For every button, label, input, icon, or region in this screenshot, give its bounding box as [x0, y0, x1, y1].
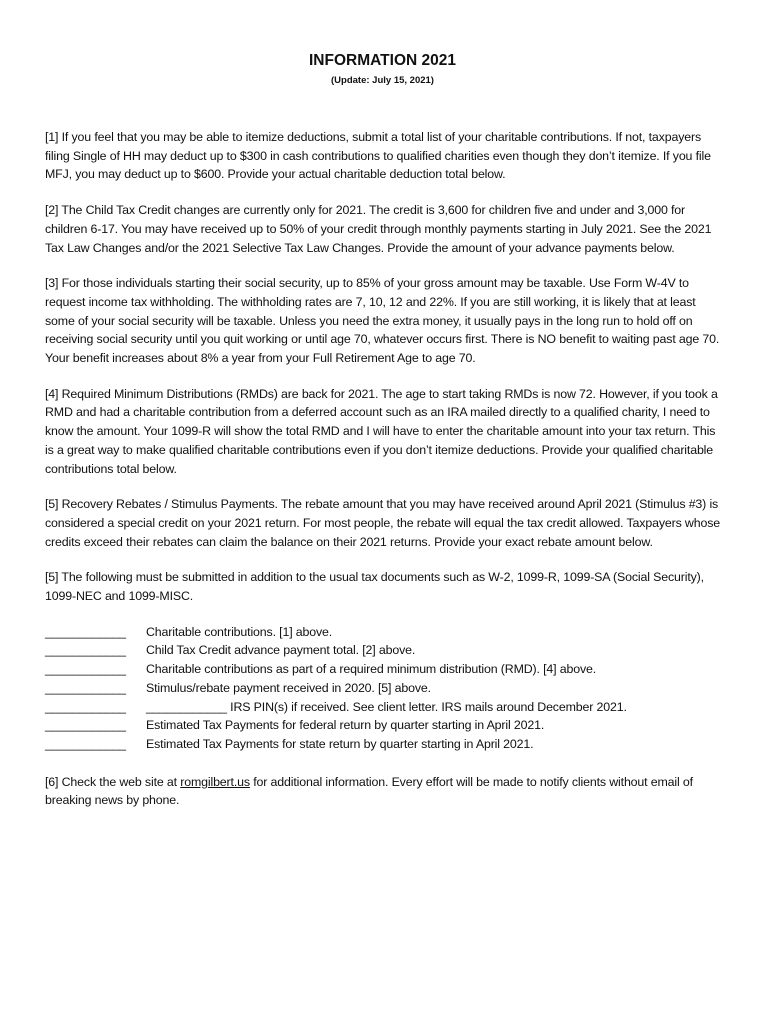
fill-in-blank: ____________	[45, 680, 126, 695]
fill-in-blank: ____________	[45, 718, 126, 733]
submission-checklist	[45, 623, 720, 754]
paragraph-recovery-rebates: [5] Recovery Rebates / Stimulus Payments. The rebate amount that you may have received around April 2021 (Stimulus #3) is considered a special credit on your 2021 return. For most people, the rebate will equal the tax credit allowed. Taxpayers whose credits exceed their rebates can claim the balance on their 2021 returns. Provide your exact rebate amount below.	[45, 497, 720, 549]
fill-in-blank: ____________	[45, 736, 126, 751]
paragraph-required-documents: [5] The following must be submitted in addition to the usual tax documents such as W-2, 1099-R, 1099-SA (Social Security), 1099-NEC and 1099-MISC.	[45, 570, 704, 604]
checklist-item-label: Charitable contributions as part of a required minimum distribution (RMD). [4] above.	[146, 662, 597, 677]
fill-in-blank: ____________	[45, 699, 126, 714]
checklist-item	[45, 641, 720, 660]
checklist-item-label: Stimulus/rebate payment received in 2020. [5] above.	[146, 680, 431, 695]
checklist-item	[45, 735, 720, 754]
fill-in-blank: ____________	[45, 624, 126, 639]
website-info-intro: [6] Check the web site at	[45, 774, 181, 789]
update-date: (Update: July 15, 2021)	[331, 75, 434, 86]
paragraph-website-info	[45, 773, 720, 810]
paragraph-charitable-deductions: [1] If you feel that you may be able to itemize deductions, submit a total list of your charitable contributions. If not, taxpayers filing Single of HH may deduct up to $300 in cash contributions to qualified charities even though they don’t itemize. If you file MFJ, you may deduct up to $600. Provide your actual charitable deduction total below.	[45, 130, 711, 182]
paragraph-social-security: [3] For those individuals starting their social security, up to 85% of your gross amount may be taxable. Use Form W-4V to request income tax withholding. The withholding rates are 7, 10, 12 and 22%. If you are still working, it is likely that at least some of your social security will be taxable. Unless you need the extra money, it usually pays in the long run to hold off on receiving social security until you quit working or until age 70, whatever occurs first. There is NO benefit to waiting past age 70. Your benefit increases about 8% a year from your Full Retirement Age to age 70.	[45, 276, 720, 366]
website-info-rest: for additional information. Every effort will be made to notify clients without email of breaking news by phone.	[45, 774, 693, 808]
document-title: INFORMATION 2021	[309, 52, 456, 69]
checklist-item-label: Charitable contributions. [1] above.	[146, 624, 333, 639]
website-link[interactable]: romgilbert.us	[180, 774, 250, 789]
checklist-item-label: Child Tax Credit advance payment total. [2] above.	[146, 643, 416, 658]
fill-in-blank: ____________	[45, 662, 126, 677]
checklist-item-label: ____________ IRS PIN(s) if received. See client letter. IRS mails around December 2021.	[146, 699, 627, 714]
checklist-item-label: Estimated Tax Payments for federal return by quarter starting in April 2021.	[146, 718, 545, 733]
checklist-item	[45, 660, 720, 679]
checklist-item	[45, 679, 720, 698]
checklist-item-label: Estimated Tax Payments for state return by quarter starting in April 2021.	[146, 736, 534, 751]
paragraph-rmd: [4] Required Minimum Distributions (RMDs) are back for 2021. The age to start taking RMDs is now 72. However, if you took a RMD and had a charitable contribution from a deferred account such as an IRA mailed directly to a qualified charity, I need to know the amount. Your 1099-R will show the total RMD and I will have to enter the charitable amount into your tax return. This is a great way to make qualified charitable contributions even if you don’t itemize deductions. Provide your qualified charitable contributions total below.	[45, 386, 718, 476]
checklist-item	[45, 698, 720, 717]
checklist-item	[45, 716, 720, 735]
checklist-item	[45, 623, 720, 642]
fill-in-blank: ____________	[45, 643, 126, 658]
paragraph-child-tax-credit: [2] The Child Tax Credit changes are currently only for 2021. The credit is 3,600 for children five and under and 3,000 for children 6-17. You may have received up to 50% of your credit through monthly payments starting in July 2021. See the 2021 Tax Law Changes and/or the 2021 Selective Tax Law Changes. Provide the amount of your advance payments below.	[45, 203, 712, 255]
